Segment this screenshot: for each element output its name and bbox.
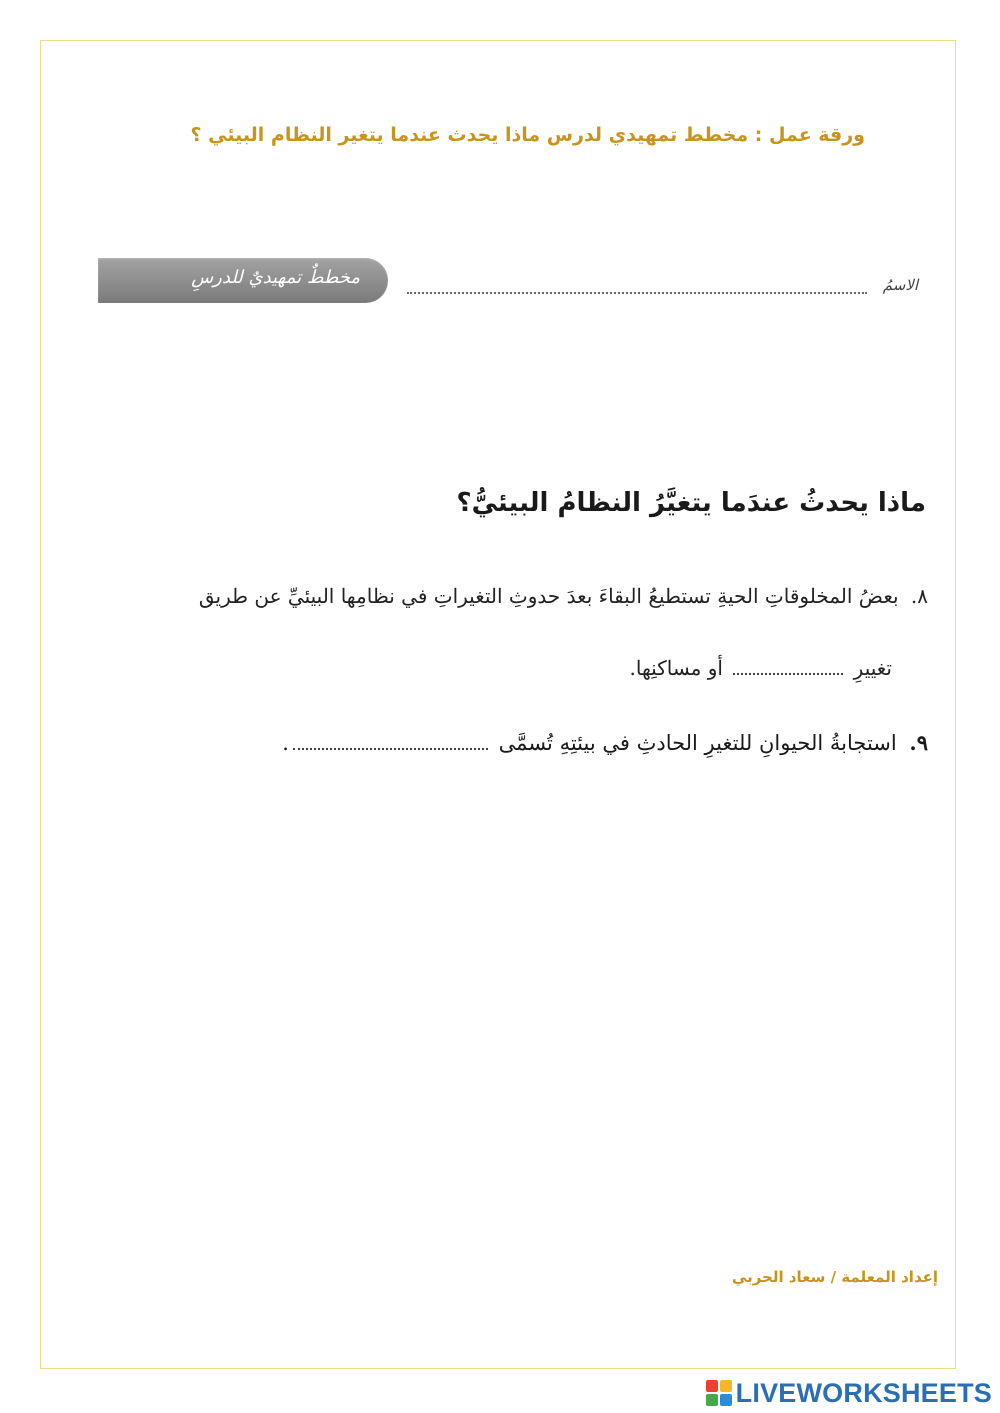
lesson-badge [98, 258, 388, 303]
question-9-text: استجابةُ الحيوانِ للتغيرِ الحادثِ في بيئتِهِ تُسمَّى [498, 731, 897, 755]
name-field[interactable] [407, 292, 867, 294]
worksheet-title: ورقة عمل : مخطط تمهيدي لدرس ماذا يحدث عندما يتغير النظام البيئي ؟ [190, 124, 865, 146]
section-heading: ماذا يحدثُ عندَما يتغيَّرُ النظامُ البيئيُّ؟ [456, 488, 926, 518]
question-9-answer-blank[interactable] [293, 734, 488, 750]
question-8-continuation [630, 656, 893, 680]
lesson-badge-label: مخططٌ تمهيديٌ للدرسِ [191, 267, 360, 288]
liveworksheets-logo[interactable] [706, 1378, 992, 1408]
name-label: الاسمُ [882, 276, 918, 294]
question-8 [102, 584, 928, 608]
liveworksheets-logo-text: LIVEWORKSHEETS [735, 1377, 992, 1408]
question-8-continuation-start: تغييرِ [853, 656, 892, 680]
question-9 [282, 730, 928, 755]
question-8-number: ٨. [910, 584, 928, 608]
page-frame [40, 40, 956, 1369]
logo-square-green [706, 1394, 718, 1406]
logo-square-blue [720, 1394, 732, 1406]
teacher-credit: إعداد المعلمة / سعاد الحربي [731, 1268, 938, 1286]
question-9-number: ٩. [909, 730, 928, 755]
question-8-continuation-end: أو مساكنِها. [629, 656, 723, 680]
question-8-text: بعضُ المخلوقاتِ الحيةِ تستطيعُ البقاءَ بعدَ حدوثِ التغيراتِ في نظامِها البيئيِّ عن طريقِ [198, 584, 899, 608]
logo-square-red [706, 1380, 718, 1392]
question-8-answer-blank[interactable] [733, 659, 843, 675]
logo-square-yellow [720, 1380, 732, 1392]
liveworksheets-logo-icon [706, 1380, 732, 1406]
question-9-end: . [282, 731, 289, 755]
